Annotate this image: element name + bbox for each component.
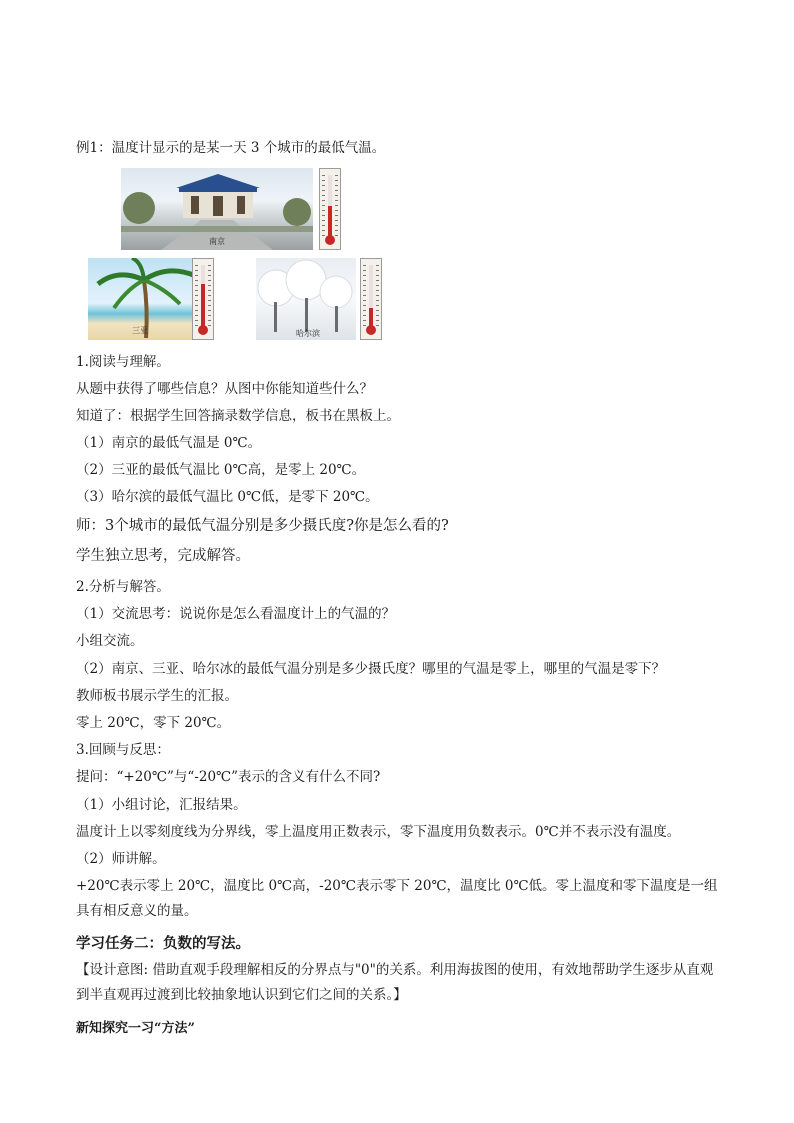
thermometer-figure: [88, 168, 394, 342]
list-item: （1）南京的最低气温是 0℃。: [76, 435, 262, 451]
sanya-thermometer: [192, 258, 214, 340]
design-intent: 【设计意图: 借助直观手段理解相反的分界点与"0"的关系。利用海拔图的使用，有效地帮助学生逐步从直观到半直观再过渡到比较抽象地认识到它们之间的关系。】: [76, 962, 714, 1003]
section-review: 3.回顾与反思：: [76, 742, 170, 758]
task-two-heading: 学习任务二：负数的写法。: [76, 935, 250, 952]
list-item: （2）南京、三亚、哈尔冰的最低气温分别是多少摄氏度？哪里的气温是零上，哪里的气温是零下？: [76, 661, 666, 677]
section-reading: 1.阅读与理解。: [76, 354, 170, 370]
paragraph: +20℃表示零上 20℃，温度比 0℃高，-20℃表示零下 20℃，温度比 0℃低。零上温度和零下温度是一组具有相反意义的量。: [76, 878, 718, 919]
subheading: 新知探究一习“方法”: [76, 1021, 195, 1036]
harbin-thermometer: [360, 258, 382, 340]
text-line: 学生独立思考，完成解答。: [76, 548, 250, 564]
list-item: （2）三亚的最低气温比 0℃高，是零上 20℃。: [76, 462, 366, 478]
section-analysis: 2.分析与解答。: [76, 579, 170, 595]
text-line: 知道了：根据学生回答摘录数学信息，板书在黑板上。: [76, 408, 400, 424]
question-line: 提问：“+20℃”与“-20℃”表示的含义有什么不同?: [76, 769, 381, 785]
teacher-question: 师：3个城市的最低气温分别是多少摄氏度?你是怎么看的?: [76, 518, 449, 534]
list-item: （3）哈尔滨的最低气温比 0℃低，是零下 20℃。: [76, 489, 379, 505]
text-line: 零上 20℃，零下 20℃。: [76, 715, 231, 731]
nanjing-thermometer: [319, 168, 341, 250]
nanjing-caption: 南京: [209, 237, 225, 246]
text-line: 从题中获得了哪些信息？从图中你能知道些什么？: [76, 381, 373, 397]
harbin-caption: 哈尔滨: [296, 329, 320, 338]
text-line: 教师板书展示学生的汇报。: [76, 688, 238, 704]
text-line: 小组交流。: [76, 633, 144, 649]
sanya-caption: 三亚: [132, 326, 148, 335]
list-item: （1）小组讨论，汇报结果。: [76, 797, 247, 813]
list-item: （2）师讲解。: [76, 851, 166, 867]
list-item: （1）交流思考：说说你是怎么看温度计上的气温的？: [76, 606, 396, 622]
text-line: 温度计上以零刻度线为分界线，零上温度用正数表示，零下温度用负数表示。0℃并不表示没有温度。: [76, 824, 681, 840]
example-title: 例1：温度计显示的是某一天 3 个城市的最低气温。: [76, 140, 386, 156]
